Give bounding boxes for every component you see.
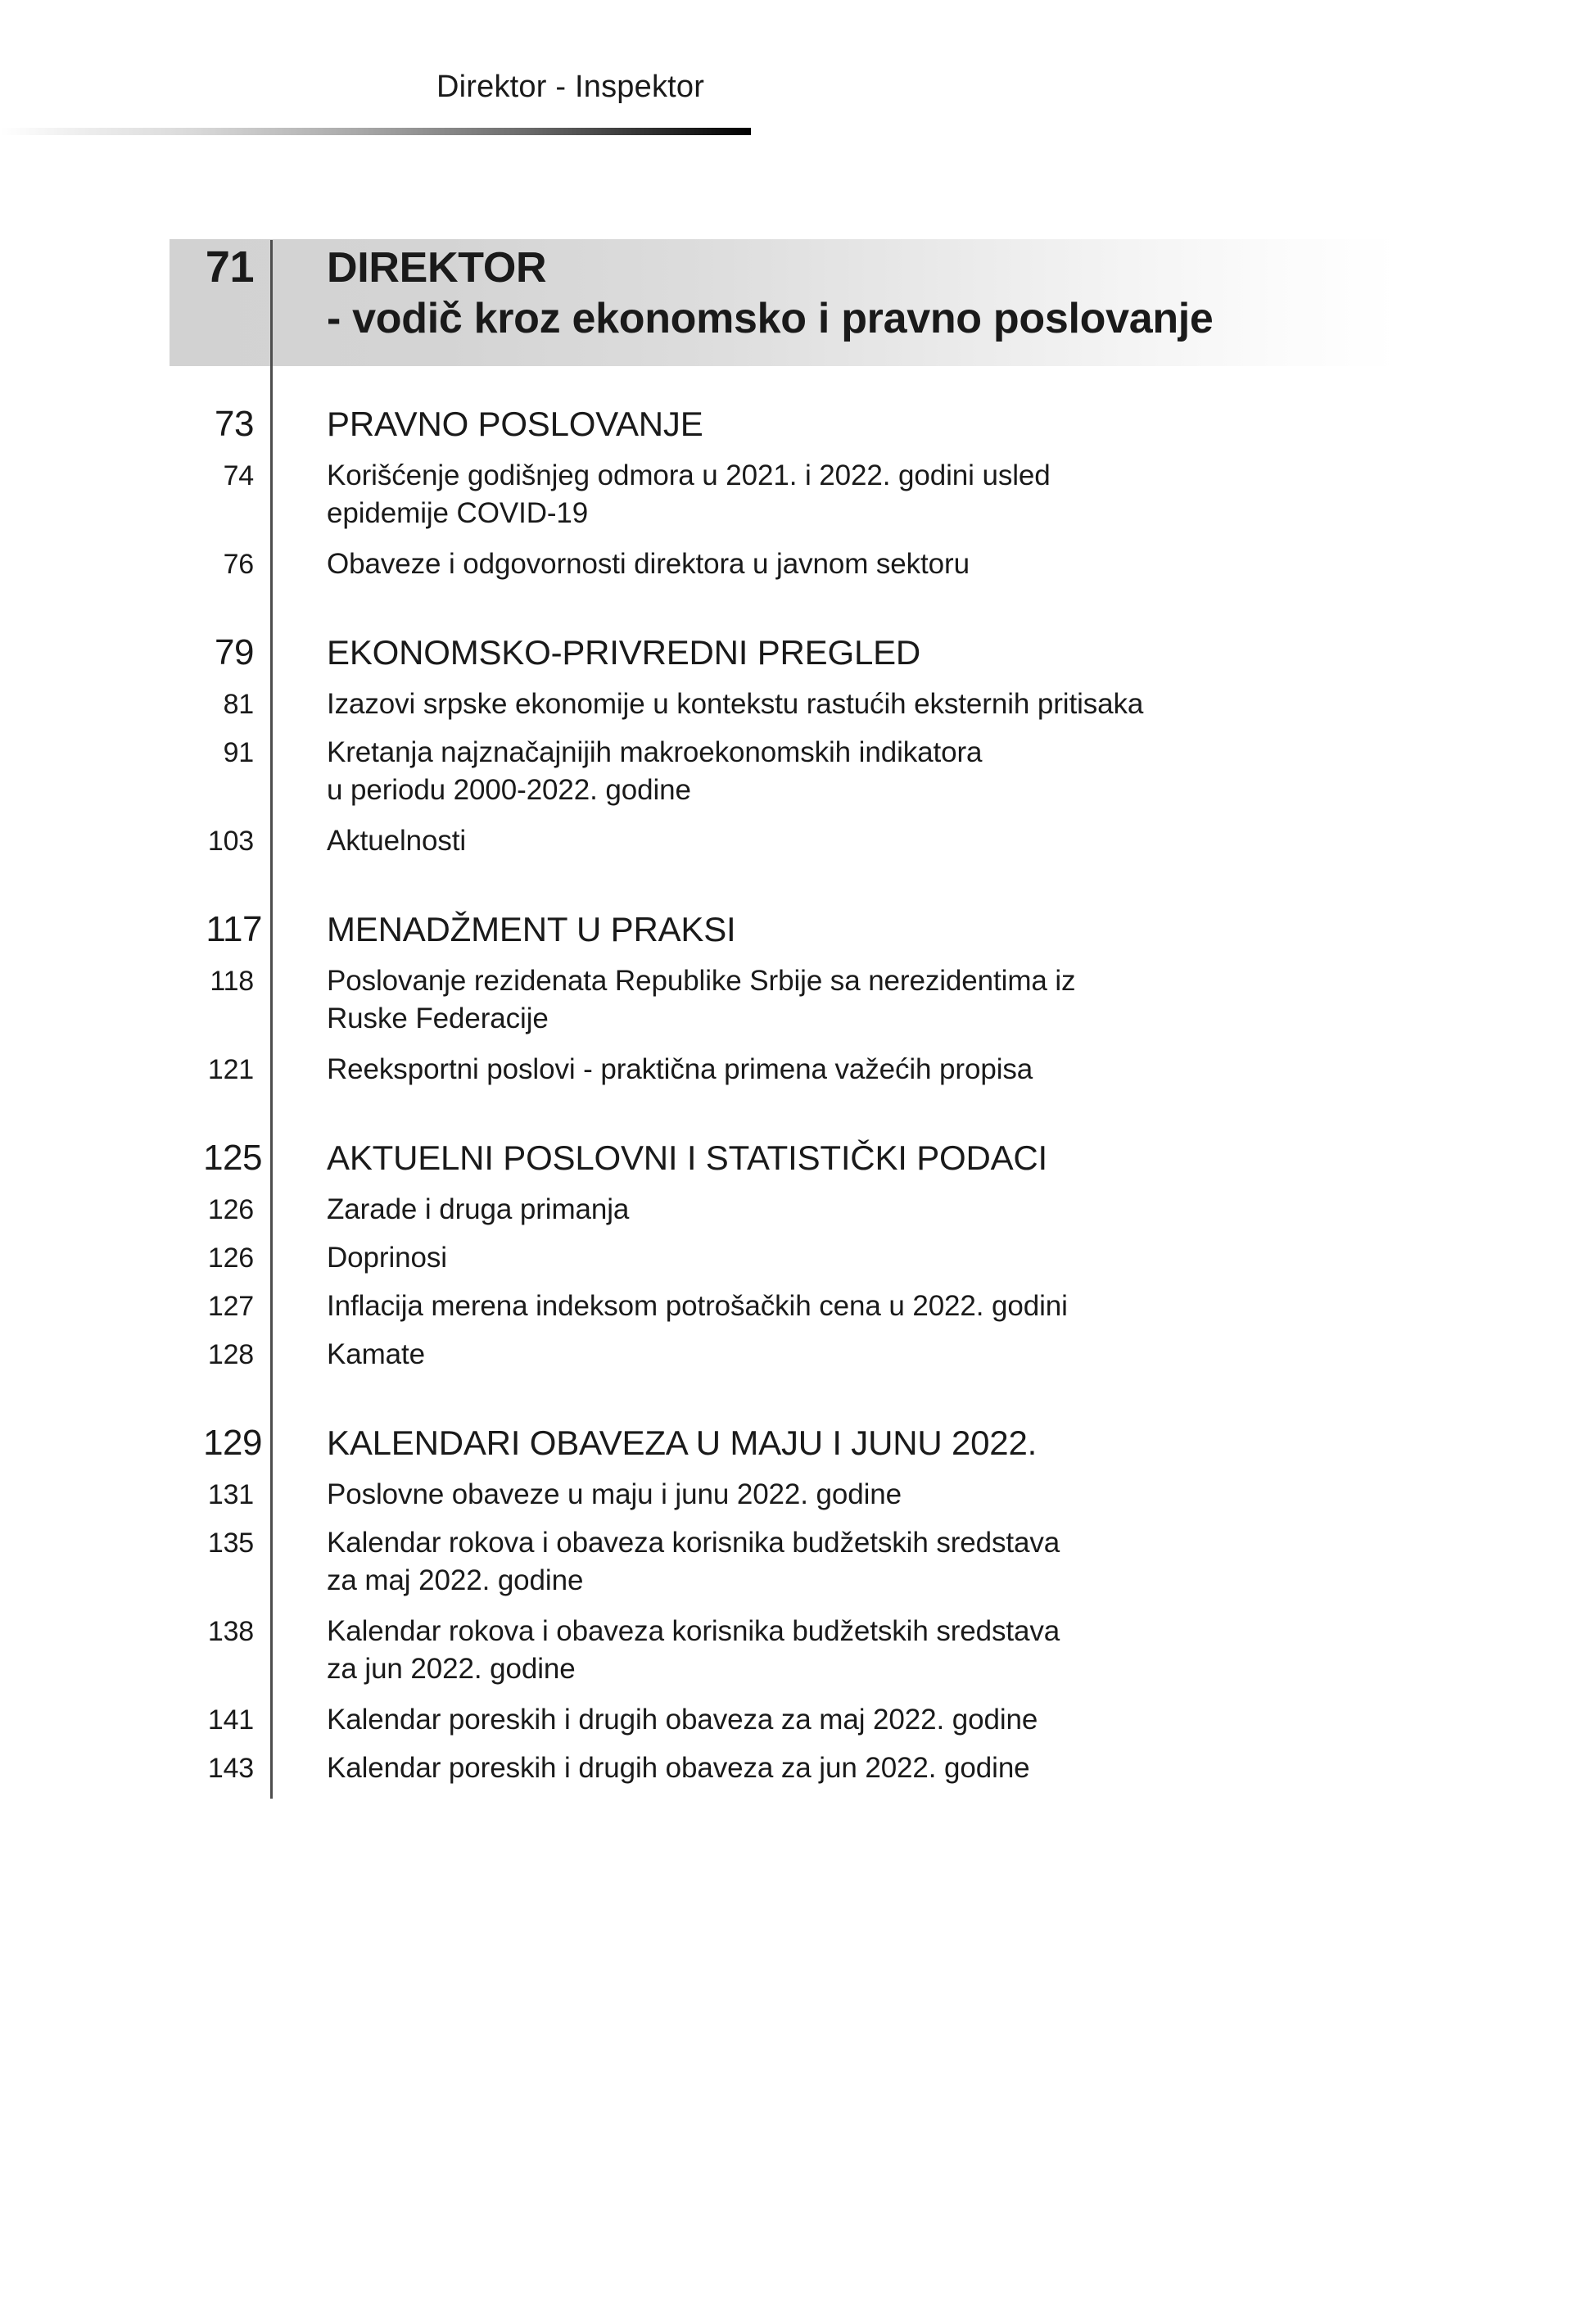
toc-entry-page-number: 91 bbox=[223, 737, 254, 768]
toc-entry-title bbox=[327, 457, 1539, 532]
toc-entry-title-line1: Kalendar poreskih i drugih obaveza za jun 2022. godine bbox=[327, 1752, 1030, 1784]
running-header-title: Direktor - Inspektor bbox=[436, 70, 705, 104]
toc-section-page-number: 117 bbox=[206, 909, 262, 949]
toc-section-page-number: 73 bbox=[215, 404, 254, 444]
toc-section-title: EKONOMSKO-PRIVREDNI PREGLED bbox=[327, 633, 921, 672]
toc-entry-title-line2: za jun 2022. godine bbox=[327, 1653, 576, 1685]
toc-entry-title bbox=[327, 686, 1539, 723]
toc-chapter-title-line1: DIREKTOR bbox=[327, 244, 547, 292]
toc-entry-title bbox=[327, 1191, 1539, 1229]
toc-entry-title bbox=[327, 1476, 1539, 1514]
toc-entry-title-line1: Aktuelnosti bbox=[327, 825, 467, 857]
toc-entry-title bbox=[327, 1701, 1539, 1739]
toc-entry-title bbox=[327, 1336, 1539, 1374]
toc-entry-title bbox=[327, 545, 1539, 583]
toc-chapter-page-number: 71 bbox=[205, 242, 254, 292]
toc-section-page-number: 125 bbox=[203, 1138, 262, 1178]
toc-entry-title bbox=[327, 1051, 1539, 1089]
toc-entry-title-line1: Poslovanje rezidenata Republike Srbije sa nerezidentima iz bbox=[327, 965, 1076, 997]
toc-entry-title-line1: Izazovi srpske ekonomije u kontekstu rastućih eksternih pritisaka bbox=[327, 688, 1144, 720]
toc-entry-title-line1: Doprinosi bbox=[327, 1242, 447, 1274]
toc-entry-page-number: 103 bbox=[207, 826, 254, 857]
toc-entry-page-number: 141 bbox=[207, 1704, 254, 1736]
toc-entry-page-number: 126 bbox=[207, 1194, 254, 1225]
toc-entry-title bbox=[327, 962, 1539, 1038]
toc-entry-title bbox=[327, 822, 1539, 860]
toc-entry-title bbox=[327, 1749, 1539, 1787]
toc-entry-page-number: 143 bbox=[207, 1753, 254, 1784]
toc-entry-page-number: 121 bbox=[207, 1054, 254, 1085]
toc-entry-title-line1: Kretanja najznačajnijih makroekonomskih indikatora bbox=[327, 736, 983, 768]
toc-entry-title-line1: Kalendar rokova i obaveza korisnika budžetskih sredstava bbox=[327, 1615, 1060, 1647]
toc-entry-page-number: 118 bbox=[210, 966, 254, 997]
column-divider-rule bbox=[270, 240, 273, 1799]
toc-entry-title-line1: Zarade i druga primanja bbox=[327, 1193, 630, 1225]
toc-entry-title-line2: epidemije COVID-19 bbox=[327, 497, 589, 529]
toc-entry-title-line1: Korišćenje godišnjeg odmora u 2021. i 2022. godini usled bbox=[327, 459, 1051, 491]
toc-entry-page-number: 131 bbox=[207, 1479, 254, 1510]
toc-entry-page-number: 135 bbox=[207, 1528, 254, 1559]
toc-entry-title bbox=[327, 1288, 1539, 1325]
toc-entry-title-line2: za maj 2022. godine bbox=[327, 1564, 584, 1596]
toc-section-title: MENADŽMENT U PRAKSI bbox=[327, 910, 736, 948]
toc-entry-title-line2: u periodu 2000-2022. godine bbox=[327, 774, 691, 806]
toc-entry-title bbox=[327, 1613, 1539, 1688]
toc-entry-title-line2: Ruske Federacije bbox=[327, 1003, 549, 1034]
toc-section-title: KALENDARI OBAVEZA U MAJU I JUNU 2022. bbox=[327, 1424, 1038, 1462]
toc-entry-title-line1: Kalendar poreskih i drugih obaveza za maj 2022. godine bbox=[327, 1704, 1038, 1736]
toc-entry-title bbox=[327, 1239, 1539, 1277]
toc-entry-page-number: 76 bbox=[223, 549, 254, 580]
toc-entry-title-line1: Inflacija merena indeksom potrošačkih cena u 2022. godini bbox=[327, 1290, 1068, 1322]
toc-entry-page-number: 126 bbox=[207, 1242, 254, 1274]
toc-entry-title bbox=[327, 1524, 1539, 1600]
header-gradient-rule bbox=[0, 128, 751, 135]
toc-entry-title-line1: Reeksportni poslovi - praktična primena važećih propisa bbox=[327, 1053, 1033, 1085]
toc-entry-title-line1: Kamate bbox=[327, 1338, 426, 1370]
toc-section-page-number: 129 bbox=[203, 1423, 262, 1463]
toc-entry-title-line1: Obaveze i odgovornosti direktora u javnom sektoru bbox=[327, 548, 970, 580]
toc-chapter-title-line2: - vodič kroz ekonomsko i pravno poslovanje bbox=[327, 295, 1214, 342]
toc-entry-page-number: 138 bbox=[207, 1616, 254, 1647]
toc-chapter-title bbox=[327, 242, 1539, 344]
toc-entry-page-number: 81 bbox=[223, 689, 254, 720]
toc-entry-page-number: 74 bbox=[223, 460, 254, 491]
toc-section-page-number: 79 bbox=[215, 632, 254, 672]
toc-entry-page-number: 128 bbox=[207, 1339, 254, 1370]
toc-section-title: PRAVNO POSLOVANJE bbox=[327, 405, 703, 443]
page-header bbox=[0, 0, 1596, 135]
toc-entry-page-number: 127 bbox=[207, 1291, 254, 1322]
toc-entry-title-line1: Kalendar rokova i obaveza korisnika budžetskih sredstava bbox=[327, 1527, 1060, 1559]
toc-entry-title-line1: Poslovne obaveze u maju i junu 2022. godine bbox=[327, 1478, 902, 1510]
toc-entry-title bbox=[327, 734, 1539, 809]
toc-section-title: AKTUELNI POSLOVNI I STATISTIČKI PODACI bbox=[327, 1138, 1048, 1177]
